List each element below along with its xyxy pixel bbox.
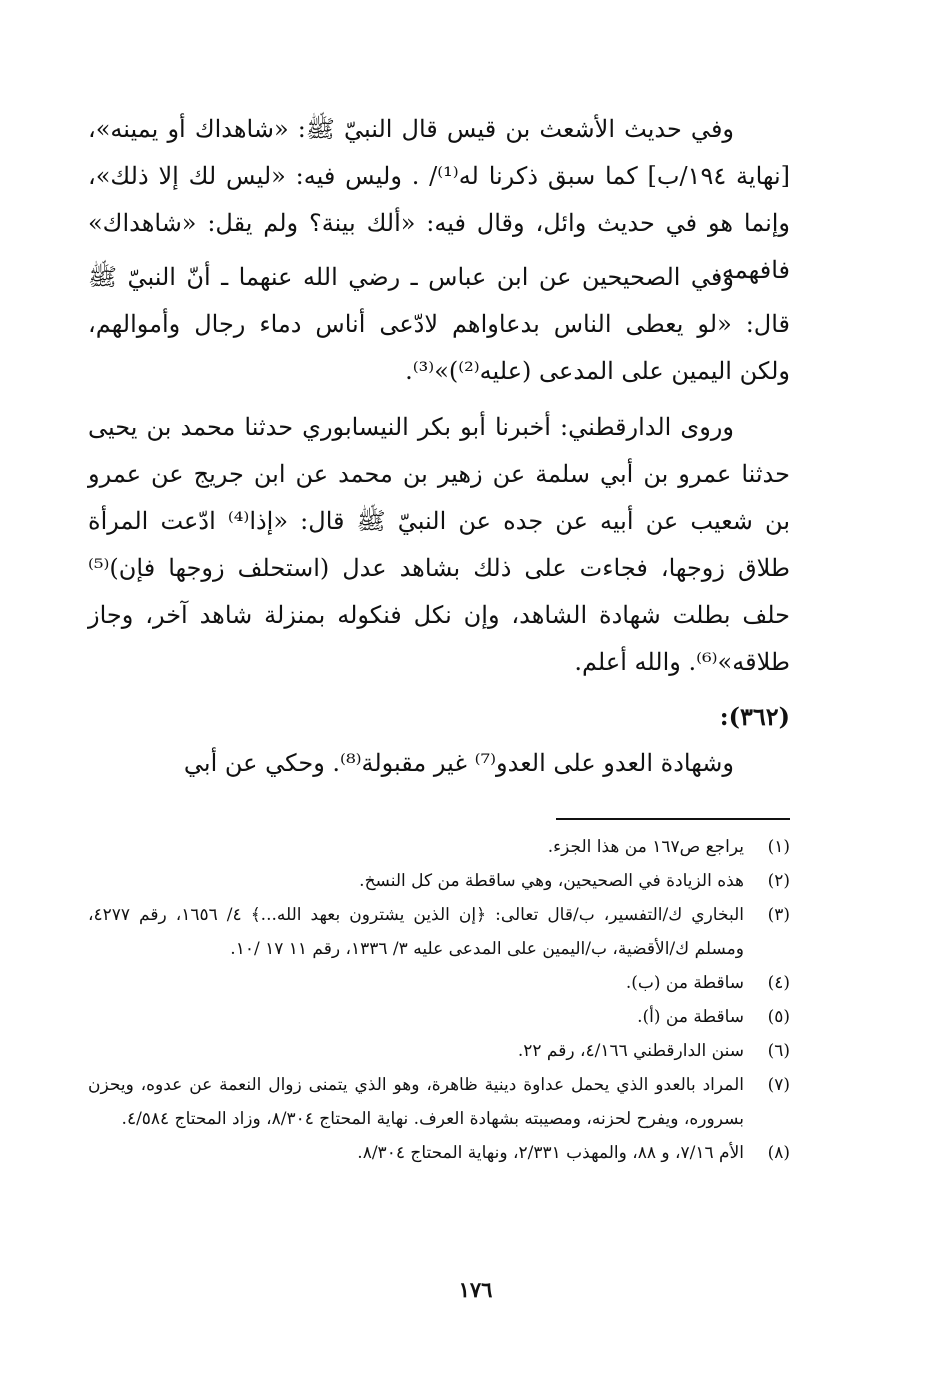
footnote-number: (٢) xyxy=(767,871,790,891)
section-heading: (٣٦٢): xyxy=(719,702,790,731)
footnote-number: (٧) xyxy=(767,1075,790,1095)
footnote-text: هذه الزيادة في الصحيحين، وهي ساقطة من كل النسخ. xyxy=(359,871,744,891)
footnote-text: البخاري ك/التفسير، ب/قال تعالى: ﴿إن الذين يشترون بعهد الله...﴾ ٤/ ١٦٥٦، رقم ٤٢٧٧، ومسلم ك/الأقضية، ب/اليمين على المدعى عليه ٣/ ١٣٣٦، رقم ١١ ١٧ /١٠. xyxy=(88,905,744,959)
footnote-text: الأم ٧/١٦، و ٨٨، والمهذب ٢/٣٣١، ونهاية المحتاج ٨/٣٠٤. xyxy=(357,1143,744,1163)
main-text-block-4 xyxy=(88,740,790,787)
paragraph-ibn-abbas-hadith: وفي الصحيحين عن ابن عباس ـ رضي الله عنهما ـ أنّ النبيّ ﷺ قال: «لو يعطى الناس بدعاواهم لادّعى أناس دماء رجال وأموالهم، ولكن اليمين على المدعى (عليه⁽²⁾)»⁽³⁾. xyxy=(88,263,790,385)
footnote-text: ساقطة من (أ). xyxy=(637,1007,744,1027)
footnote-text: سنن الدارقطني ٤/١٦٦، رقم ٢٢. xyxy=(517,1041,744,1061)
footnote-number: (٣) xyxy=(767,905,790,925)
main-text-block-3 xyxy=(88,404,790,686)
footnote-item xyxy=(88,864,790,898)
paragraph-ashath-hadith: وفي حديث الأشعث بن قيس قال النبيّ ﷺ: «شاهداك أو يمينه»، [نهاية ١٩٤/ب] كما سبق ذكرنا له⁽¹⁾/ . وليس فيه: «ليس لك إلا ذلك»، وإنما هو في حديث وائل، وقال فيه: «ألك بينة؟ ولم يقل: «شاهداك» فافهمه. xyxy=(88,115,791,284)
footnote-text: ساقطة من (ب). xyxy=(625,973,744,993)
page-number: ١٧٦ xyxy=(458,1277,493,1302)
footnote-item xyxy=(88,1068,790,1136)
main-text-block-2 xyxy=(88,254,790,395)
footnote-item xyxy=(88,898,790,966)
footnote-item xyxy=(88,1034,790,1068)
footnote-number: (١) xyxy=(767,837,790,857)
footnote-number: (٨) xyxy=(767,1143,790,1163)
footnote-separator xyxy=(556,818,790,820)
footnote-text: المراد بالعدو الذي يحمل عداوة دينية ظاهرة، وهو الذي يتمنى زوال النعمة عن عدوه، ويحزن بسروره، ويفرح لحزنه، ومصيبته بشهادة العرف. نهاية المحتاج ٨/٣٠٤، وزاد المحتاج ٤/٥٨٤. xyxy=(88,1075,744,1129)
footnote-text: يراجع ص١٦٧ من هذا الجزء. xyxy=(547,837,744,857)
footnote-item xyxy=(88,1136,790,1170)
paragraph-daraqutni-narration: وروى الدارقطني: أخبرنا أبو بكر النيسابوري حدثنا محمد بن يحيى حدثنا عمرو بن أبي سلمة عن زهير بن محمد عن ابن جريج عن عمرو بن شعيب عن أبيه عن جده عن النبيّ ﷺ قال: «إذا⁽⁴⁾ ادّعت المرأة طلاق زوجها، فجاءت على ذلك بشاهد عدل (استحلف زوجها فإن)⁽⁵⁾ حلف بطلت شهادة الشاهد، وإن نكل فنكوله بمنزلة شاهد آخر، وجاز طلاقه»⁽⁶⁾. والله أعلم. xyxy=(88,413,791,676)
footnote-number: (٤) xyxy=(767,973,790,993)
footnote-item xyxy=(88,966,790,1000)
footnote-item xyxy=(88,830,790,864)
footnotes-list xyxy=(88,830,790,1170)
footnote-number: (٥) xyxy=(767,1007,790,1027)
footnote-number: (٦) xyxy=(767,1041,790,1061)
paragraph-enemy-testimony: وشهادة العدو على العدو⁽⁷⁾ غير مقبولة⁽⁸⁾. وحكي عن أبي xyxy=(183,749,734,777)
footnote-item xyxy=(88,1000,790,1034)
